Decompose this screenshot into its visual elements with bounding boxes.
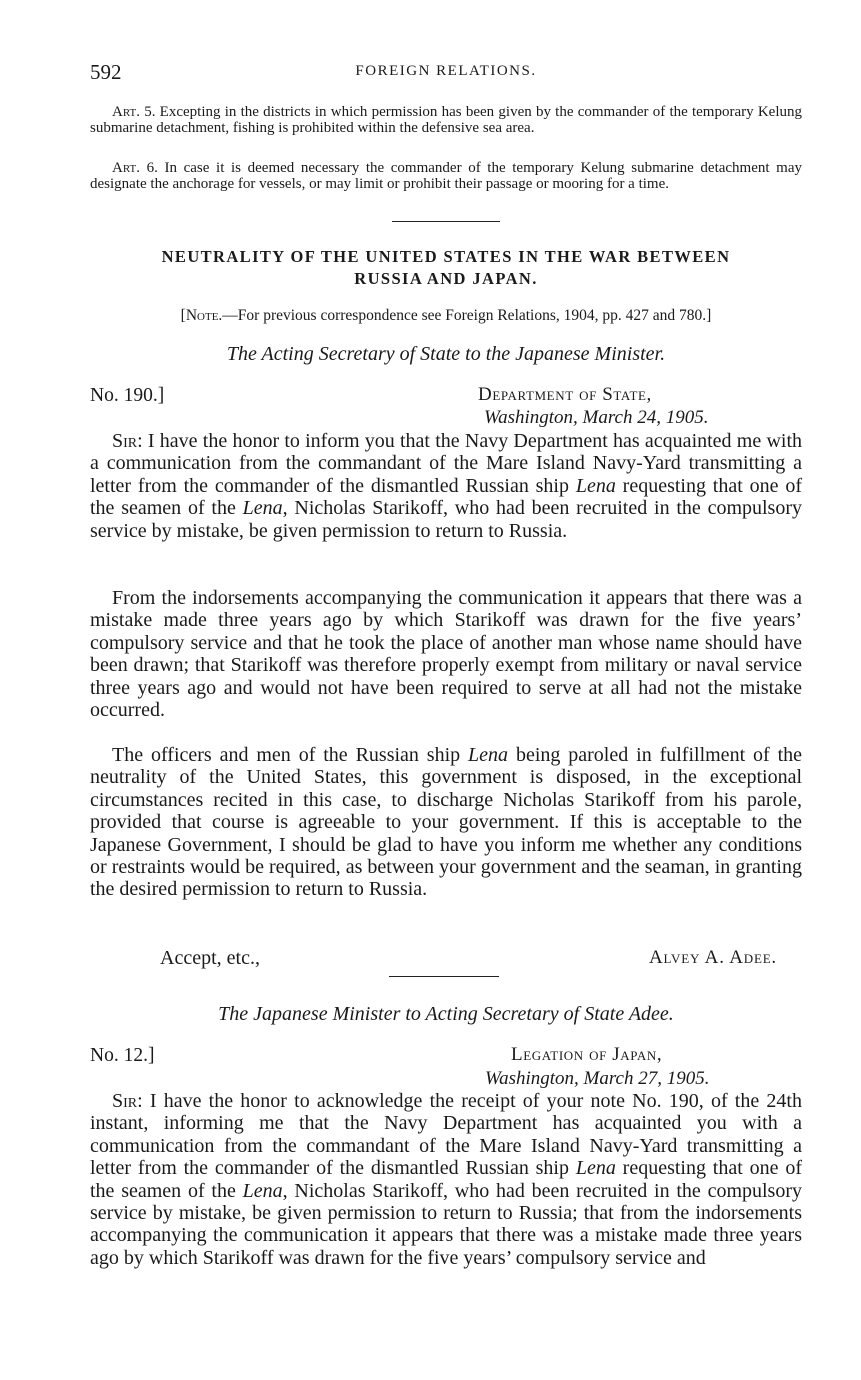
letter-2-dateline: Washington, March 27, 1905. <box>485 1068 710 1089</box>
letter-1-closing: Accept, etc., <box>160 947 260 969</box>
ship-name: Lena <box>242 497 283 520</box>
ship-name: Lena <box>242 1179 283 1202</box>
letter-1-p1-text-a: I have the honor to inform you that the Navy Department has acquainted me with a communication from the commandant of the Mare Island Navy-Yard transmitting a letter from the commander of the dismantled Russian ship <box>90 430 802 497</box>
section-divider <box>392 221 500 222</box>
ship-name: Lena <box>575 474 616 497</box>
letter-2-p1-text-b: requesting that one of the seamen of the <box>90 1157 802 1202</box>
letter-1-p1-text-b: requesting that one of the seamen of the <box>90 474 802 520</box>
letter-1-p1-text-c: , Nicholas Starikoff, who had been recruited in the compulsory service by mistake, be given permission to return to Russia. <box>90 497 802 542</box>
letter-1-paragraph-2 <box>90 587 802 721</box>
note-lead: Note. <box>185 307 223 324</box>
section-title <box>90 246 802 290</box>
letter-2-paragraph-1 <box>90 1090 802 1269</box>
section-title-line-1: NEUTRALITY OF THE UNITED STATES IN THE WAR BETWEEN <box>161 247 731 266</box>
running-head: FOREIGN RELATIONS. <box>355 63 537 79</box>
letter-1-p3-text-b: being paroled in fulfillment of the neutrality of the United States, this government is disposed, in the exceptional circumstances recited in this case, to discharge Nicholas Starikoff from his parole, provided that course is agreeable to your government. If this is acceptable to the Japanese Government, I should be glad to have you inform me whether any conditions or restraints would be required, as between your government and the seaman, in granting the desired permission to return to Russia. <box>90 744 803 901</box>
letter-1-paragraph-3 <box>90 744 802 901</box>
article-6-text: In case it is deemed necessary the commander of the temporary Kelung submarine detachment may designate the anchorage for vessels, or may limit or prohibit their passage or mooring for a time. <box>90 160 802 192</box>
letter-2-number: No. 12.] <box>90 1045 155 1066</box>
letter-1-heading: The Acting Secretary of State to the Japanese Minister. <box>226 343 666 365</box>
letter-2-salutation: Sir: <box>112 1090 143 1112</box>
editorial-note <box>90 307 802 325</box>
letter-1-p2-text: From the indorsements accompanying the communication it appears that there was a mistake made three years ago by which Starikoff was drawn for the five years’ compulsory service and that he took the place of another man whose name should have been drawn; that Starikoff was therefore properly exempt from military or naval service three years ago and would not have been required to serve at all had not the mistake occurred. <box>90 587 802 722</box>
article-6-lead: Art. 6. <box>112 160 158 176</box>
letter-1-number: No. 190.] <box>90 385 165 406</box>
page-number: 592 <box>90 60 122 84</box>
article-5 <box>90 104 802 136</box>
letter-1-p3-text-a: The officers and men of the Russian ship <box>112 744 469 766</box>
letter-1-signature: Alvey A. Adee. <box>648 947 777 968</box>
letter-2-p1-text-c: , Nicholas Starikoff, who had been recruited in the compulsory service by mistake, be given permission to return to Russia; that from the indorsements accompanying the communication it appears that there was a mistake made three years ago by which Starikoff was drawn for the five years’ compulsory service and <box>90 1179 802 1269</box>
letter-1-paragraph-1 <box>90 430 802 542</box>
article-6 <box>90 160 802 192</box>
letter-1-dateline: Washington, March 24, 1905. <box>484 407 709 428</box>
article-5-text: Excepting in the districts in which permission has been given by the commander of the temporary Kelung submarine detachment, fishing is prohibited within the defensive sea area. <box>90 104 802 136</box>
letter-divider <box>389 976 499 977</box>
letter-2-heading: The Japanese Minister to Acting Secretary of State Adee. <box>218 1003 674 1025</box>
letter-2-p1-text-a: I have the honor to acknowledge the receipt of your note No. 190, of the 24th instant, informing me that the Navy Department has acquainted you with a communication from the commandant of the Mare Island Navy-Yard transmitting a letter from the commander of the dismantled Russian ship <box>90 1090 802 1180</box>
article-5-lead: Art. 5. <box>112 104 156 120</box>
section-title-line-2: RUSSIA AND JAPAN. <box>354 269 538 288</box>
note-open-bracket: [ <box>180 307 186 324</box>
ship-name: Lena <box>575 1157 616 1180</box>
letter-1-salutation: Sir: <box>112 430 143 452</box>
page-header <box>90 60 802 88</box>
letter-2-department: Legation of Japan, <box>511 1044 663 1065</box>
note-text: —For previous correspondence see Foreign Relations, 1904, pp. 427 and 780.] <box>222 307 712 324</box>
letter-1-department: Department of State, <box>478 384 652 405</box>
ship-name: Lena <box>468 744 509 766</box>
